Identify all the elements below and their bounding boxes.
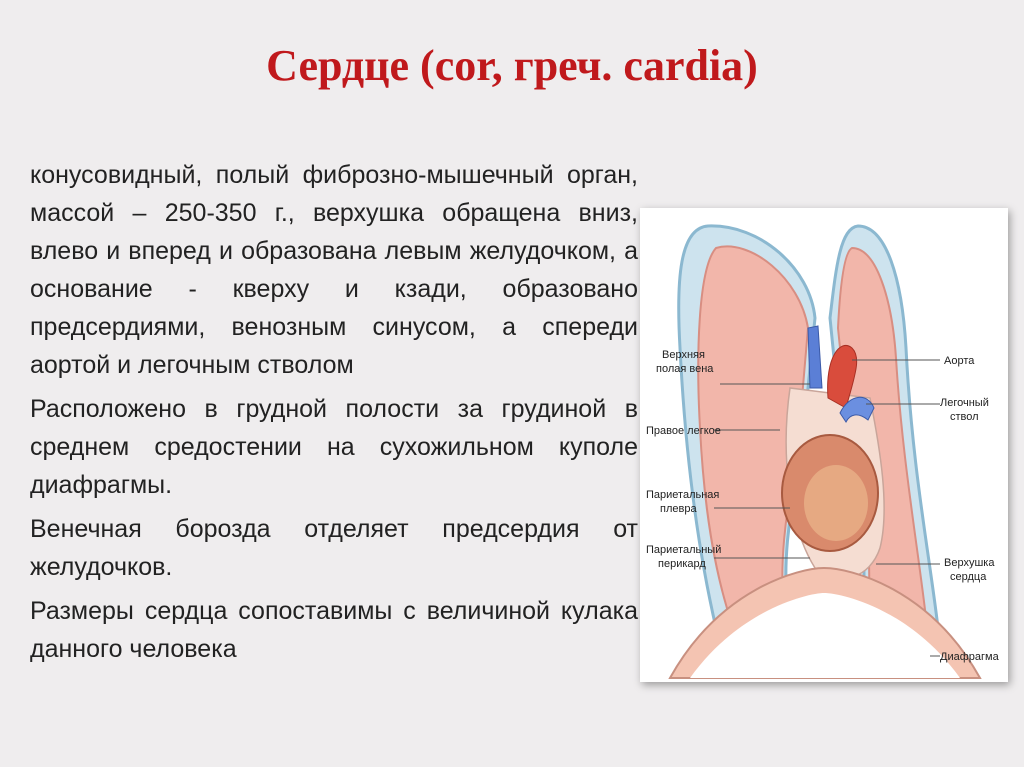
label-diaphragm: Диафрагма (940, 651, 999, 663)
paragraph-coronary-sulcus: Венечная борозда отделяет предсердия от желудочков. (30, 515, 638, 581)
superior-vena-cava-shape (808, 326, 822, 388)
slide-title: Сердце (cor, греч. cardia) (266, 41, 758, 90)
heart-anatomy-figure (640, 208, 1008, 682)
heart-illustration (640, 208, 1008, 682)
label-aorta: Аорта (944, 355, 975, 367)
heart-highlight (804, 465, 868, 541)
paragraph-definition: конусовидный, полый фиброзно-мышечный орган, массой – 250-350 г., верхушка обращена вниз, влево и вперед и образована левым желудочком, а основание - кверху и кзади, образовано предсердиями, венозным синусом, а спереди аортой и легочным стволом (30, 161, 638, 379)
label-pulmonary-trunk: Легочный ствол (940, 397, 989, 423)
body-text (30, 156, 638, 674)
label-superior-vena-cava: Верхняя полая вена (656, 349, 714, 375)
label-parietal-pleura: Париетальная плевра (646, 489, 720, 515)
label-right-lung: Правое легкое (646, 425, 721, 437)
label-apex: Верхушка сердца (944, 557, 995, 583)
paragraph-location: Расположено в грудной полости за грудиной в среднем средостении на сухожильном куполе диафрагмы. (30, 395, 638, 499)
paragraph-size: Размеры сердца сопоставимы с величиной кулака данного человека (30, 597, 638, 663)
label-parietal-pericardium: Париетальный перикард (646, 544, 722, 570)
